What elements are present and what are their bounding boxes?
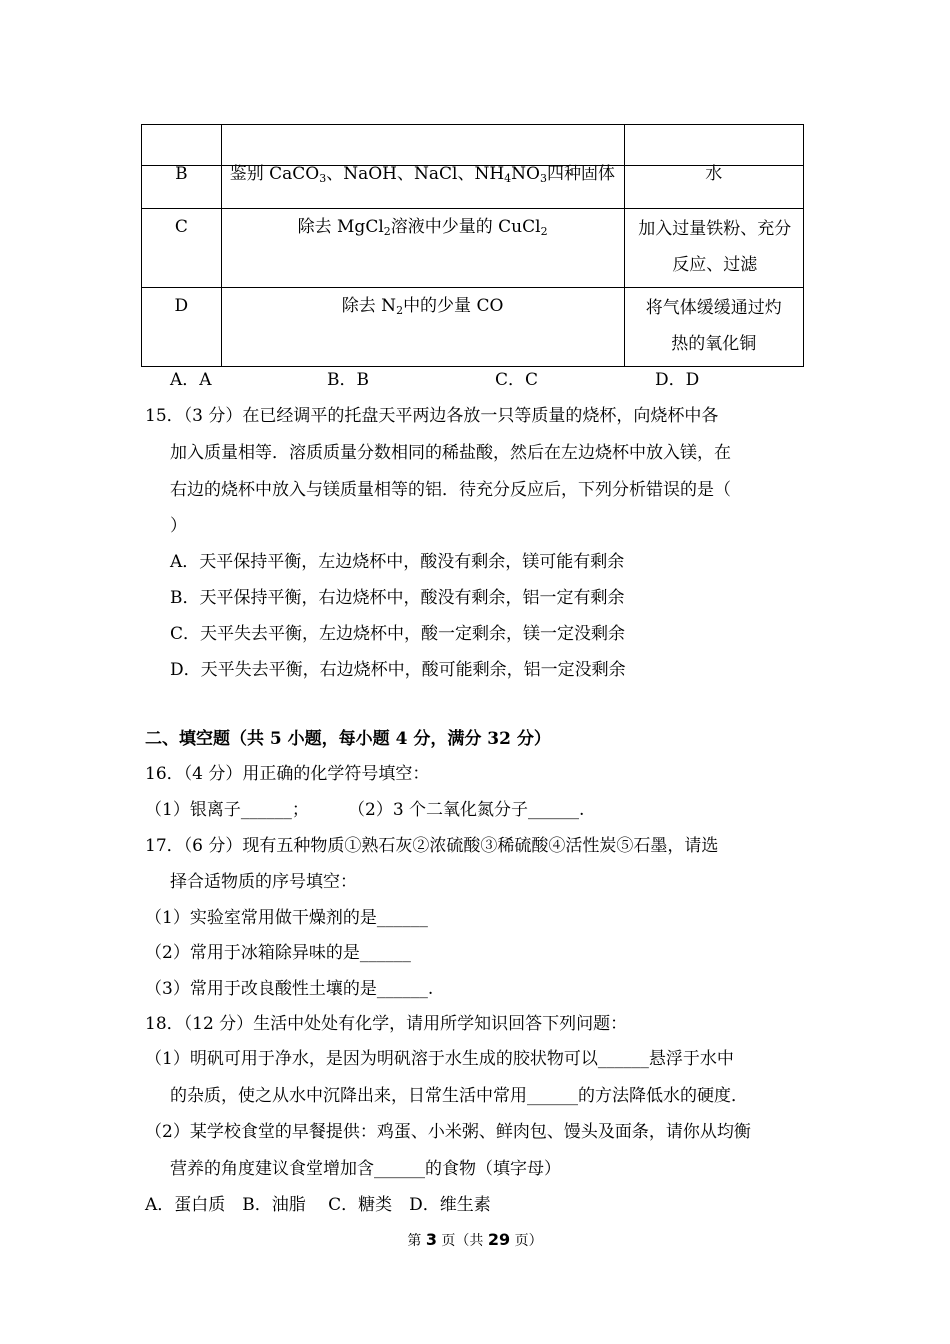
row-purpose: 鉴别 CaCO$_3$、NaOH、NaCl、$NH_4NO_3$四种固体 xyxy=(221,166,624,209)
q17-part-2: （2）常用于冰箱除异味的是______ xyxy=(145,943,411,963)
q15-line: 加入质量相等．溶质质量分数相同的稀盐酸，然后在左边烧杯中放入镁，在 xyxy=(170,443,731,463)
q15-line: ） xyxy=(170,516,187,536)
row-purpose: 除去 MgCl$_2$溶液中少量的 CuCl$_2$ xyxy=(221,209,624,288)
row-label: B xyxy=(142,166,222,209)
table-row xyxy=(142,209,804,288)
q14-option-b: B．B xyxy=(327,370,369,390)
q17-part-3: （3）常用于改良酸性土壤的是______. xyxy=(145,979,434,999)
footer-text: 第 xyxy=(407,1233,426,1249)
q18-part-2-line: （2）某学校食堂的早餐提供：鸡蛋、小米粥、鲜肉包、馒头及面条，请你从均衡 xyxy=(145,1122,751,1142)
row-label: C xyxy=(142,209,222,288)
table-row xyxy=(142,166,804,209)
q15-line: 右边的烧杯中放入与镁质量相等的铝．待充分反应后，下列分析错误的是（ xyxy=(170,480,731,500)
q15-line: 15．（3 分）在已经调平的托盘天平两边各放一只等质量的烧杯，向烧杯中各 xyxy=(145,406,719,426)
q18-part-2-line: 营养的角度建议食堂增加含______的食物（填字母） xyxy=(170,1159,561,1179)
q18-options: A．蛋白质 B．油脂 C．糖类 D．维生素 xyxy=(145,1195,491,1215)
footer-text: 页） xyxy=(510,1233,543,1249)
table-cell xyxy=(142,125,222,166)
q17-part-1: （1）实验室常用做干燥剂的是______ xyxy=(145,908,428,928)
q14-option-a: A．A xyxy=(170,370,212,390)
q16-stem: 16．（4 分）用正确的化学符号填空： xyxy=(145,764,430,784)
q15-option-b: B．天平保持平衡，右边烧杯中，酸没有剩余，铝一定有剩余 xyxy=(170,588,625,608)
q17-line: 17．（6 分）现有五种物质①熟石灰②浓硫酸③稀硫酸④活性炭⑤石墨，请选 xyxy=(145,836,719,856)
page-number: 3 xyxy=(425,1230,437,1249)
q14-option-d: D．D xyxy=(655,370,700,390)
table-row xyxy=(142,125,804,166)
section-title: 二、填空题（共 5 小题，每小题 4 分，满分 32 分） xyxy=(145,729,551,749)
table-cell xyxy=(624,125,804,166)
q18-part-1-line: （1）明矾可用于净水，是因为明矾溶于水生成的胶状物可以______悬浮于水中 xyxy=(145,1049,734,1069)
q15-option-d: D．天平失去平衡，右边烧杯中，酸可能剩余，铝一定没剩余 xyxy=(170,660,626,680)
q17-line: 择合适物质的序号填空： xyxy=(170,872,357,892)
q15-option-c: C．天平失去平衡，左边烧杯中，酸一定剩余，镁一定没剩余 xyxy=(170,624,626,644)
row-method: 加入过量铁粉、充分反应、过滤 xyxy=(624,209,804,288)
page-footer xyxy=(0,1230,950,1250)
total-pages: 29 xyxy=(487,1230,511,1249)
row-method: 水 xyxy=(624,166,804,209)
table-cell xyxy=(221,125,624,166)
table-row xyxy=(142,288,804,367)
row-purpose: 除去 $N_2$中的少量 CO xyxy=(221,288,624,367)
q15-option-a: A．天平保持平衡，左边烧杯中，酸没有剩余，镁可能有剩余 xyxy=(170,552,625,572)
q18-stem: 18．（12 分）生活中处处有化学，请用所学知识回答下列问题： xyxy=(145,1014,628,1034)
q14-option-c: C．C xyxy=(495,370,539,390)
row-label: D xyxy=(142,288,222,367)
q16-part-1: （1）银离子______； xyxy=(145,800,309,820)
row-method: 将气体缓缓通过灼热的氧化铜 xyxy=(624,288,804,367)
q18-part-1-line: 的杂质，使之从水中沉降出来，日常生活中常用______的方法降低水的硬度． xyxy=(170,1086,748,1106)
footer-text: 页（共 xyxy=(436,1233,488,1249)
options-table xyxy=(141,124,804,367)
q16-part-2: （2）3 个二氧化氮分子______. xyxy=(348,800,585,820)
